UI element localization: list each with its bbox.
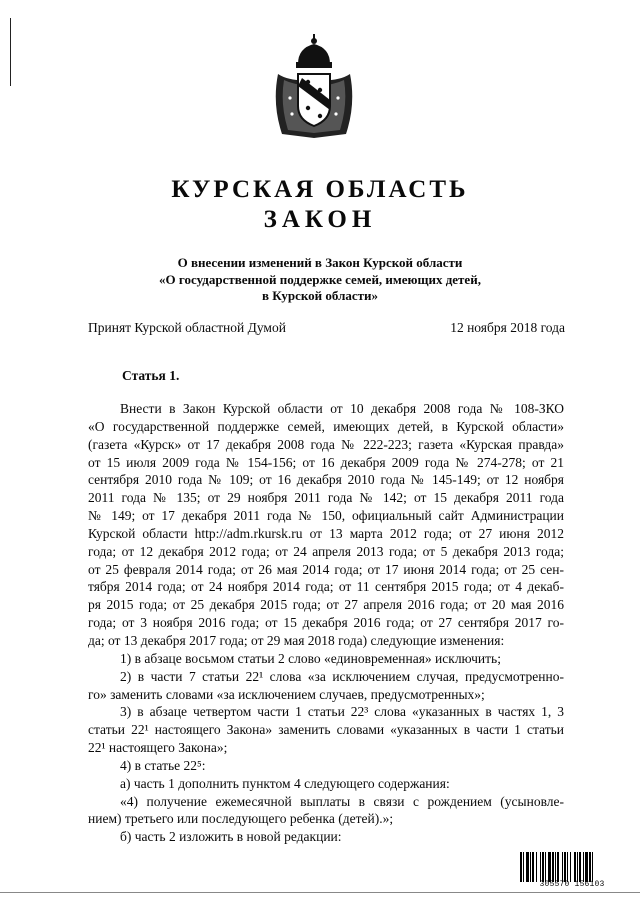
barcode-bar: [579, 852, 581, 882]
subtitle-line: в Курской области»: [261, 288, 379, 303]
body-line: 3) в абзаце четвертом части 1 статьи 22³ слова «указанных в частях 1, 3: [120, 704, 564, 720]
barcode-bar: [520, 852, 522, 882]
scan-margin-mark: [10, 18, 11, 86]
barcode-bar: [545, 852, 546, 882]
body-line: 4) в статье 22⁵:: [120, 757, 206, 773]
barcode-bar: [523, 852, 524, 882]
body-line: 2011 года № 135; от 29 ноября 2011 года № 142; от 15 декабря 2011 года: [88, 490, 564, 506]
body-line: года; от 3 ноября 2016 года; от 15 декабря 2016 года; от 27 сентября 2017 го-: [88, 615, 564, 631]
barcode-bar: [577, 852, 578, 882]
body-line: а) часть 1 дополнить пунктом 4 следующего содержания:: [120, 775, 450, 791]
body-line: б) часть 2 изложить в новой редакции:: [120, 829, 342, 845]
barcode-bar: [548, 852, 551, 882]
body-line: (газета «Курск» от 17 декабря 2008 года № 222-223; газета «Курская правда»: [88, 436, 564, 452]
document-type-title: ЗАКОН: [263, 206, 377, 233]
body-line: Внести в Закон Курской области от 10 декабря 2008 года № 108-ЗКО: [120, 401, 564, 416]
law-subtitle: [110, 255, 530, 305]
subtitle-line: О внесении изменений в Закон Курской области: [177, 255, 463, 270]
body-line: тября 2014 года; от 24 ноября 2014 года; от 11 сентября 2015 года; от 4 декаб-: [88, 579, 564, 595]
region-title: КУРСКАЯ ОБЛАСТЬ: [171, 176, 469, 203]
barcode-bar: [536, 852, 537, 882]
barcode-bar: [542, 852, 544, 882]
kursk-coat-of-arms-icon: [268, 34, 360, 144]
body-line: нием) третьего или последующего ребенка (детей).»;: [88, 811, 394, 827]
body-line: Курской области http://adm.rkursk.ru от 13 марта 2012 года; от 27 июня 2012: [88, 525, 564, 541]
body-line: го» заменить словами «за исключением случаев, предусмотренных»;: [88, 686, 485, 702]
barcode-bar: [557, 852, 559, 882]
barcode-bar: [562, 852, 563, 882]
body-line: сентября 2010 года № 109; от 16 декабря 2010 года № 145-149; от 12 ноября: [88, 472, 564, 488]
body-line: статьи 22¹ настоящего Закона» заменить словами «указанных в части 1 статьи: [88, 722, 564, 738]
barcode-bar: [574, 852, 576, 882]
adopted-by: Принят Курской областной Думой: [88, 320, 286, 335]
barcode-bar: [585, 852, 588, 882]
barcode-number: 305570 156103: [539, 880, 605, 889]
body-line: «О государственной поддержке семей, имеющих детей, в Курской области»: [88, 418, 564, 434]
barcode-bar: [567, 852, 568, 882]
subtitle-line: «О государственной поддержке семей, имеющих детей,: [159, 271, 481, 287]
barcode-bar: [589, 852, 591, 882]
page-bottom-edge: [0, 892, 640, 893]
barcode-bar: [530, 852, 531, 882]
body-line: года; от 12 декабря 2012 года; от 24 апреля 2013 года; от 5 декабря 2013 года;: [88, 543, 564, 559]
article-heading: Статья 1.: [122, 368, 180, 383]
barcode-bar: [570, 852, 571, 882]
body-line: 1) в абзаце восьмом статьи 2 слово «единовременная» исключить;: [120, 650, 501, 666]
barcode-icon: [520, 852, 624, 882]
body-line: от 15 июля 2009 года № 154-156; от 16 декабря 2009 года № 274-278; от 21: [88, 454, 564, 470]
barcode-bar: [583, 852, 584, 882]
body-line: да; от 13 декабря 2017 года; от 29 мая 2018 года) следующие изменения:: [88, 632, 505, 648]
barcode-bar: [564, 852, 566, 882]
body-line: «4) получение ежемесячной выплаты в связи с рождением (усыновле-: [120, 793, 564, 809]
barcode-bar: [526, 852, 529, 882]
adoption-date: 12 ноября 2018 года: [450, 320, 565, 335]
barcode-bar: [540, 852, 541, 882]
body-line: № 149; от 17 декабря 2011 года № 150, официальный сайт Администрации: [88, 508, 564, 524]
barcode-bar: [552, 852, 554, 882]
barcode-bar: [555, 852, 556, 882]
barcode-bar: [532, 852, 534, 882]
body-line: 22¹ настоящего Закона»;: [88, 740, 228, 756]
article-body: [88, 400, 564, 846]
body-line: 2) в части 7 статьи 22¹ слова «за исключением случая, предусмотренно-: [120, 668, 564, 684]
barcode-bar: [592, 852, 593, 882]
body-line: от 25 февраля 2014 года; от 26 мая 2014 года; от 17 июня 2014 года; от 25 сен-: [88, 561, 564, 577]
body-line: ря 2015 года; от 25 декабря 2015 года; от 27 апреля 2016 года; от 20 мая 2016: [88, 597, 564, 613]
